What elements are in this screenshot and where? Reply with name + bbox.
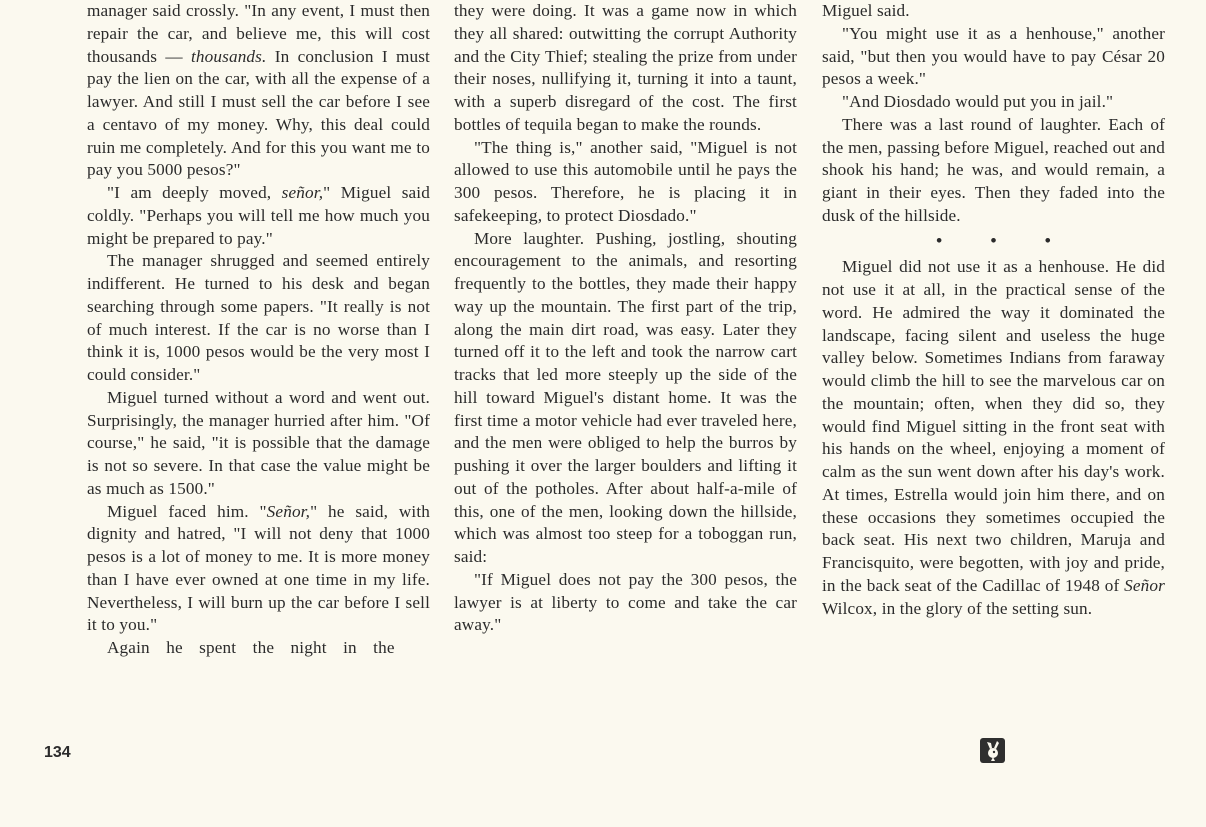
paragraph: Miguel said.	[822, 1, 910, 20]
paragraph: "And Diosdado would put you in jail."	[842, 92, 1114, 111]
paragraph: More laughter. Pushing, jostling, shouting encouragement to the animals, and resorting frequently to the bottles, they made their happy way up the mountain. The first part of the trip, along the main dirt road, was easy. Later they turned off it to the left and took the narrow cart tracks that led more steeply up the side of the hill toward Miguel's distant home. It was the first time a motor vehicle had ever traveled here, and the men were obliged to help the burros by pushing it over the larger boulders and lifting it out of the potholes. After about half-a-mile of this, one of the men, looking down the hillside, which was almost too steep for a toboggan run, said:	[454, 228, 797, 566]
section-separator: • • •	[936, 230, 1073, 250]
column-2	[454, 0, 797, 637]
page-number: 134	[44, 744, 71, 761]
paragraph: "If Miguel does not pay the 300 pesos, the lawyer is at liberty to come and take the car away."	[454, 569, 797, 635]
paragraph: "I am deeply moved, señor," Miguel said coldly. "Perhaps you will tell me how much you might be prepared to pay."	[87, 183, 430, 248]
paragraph: The manager shrugged and seemed entirely indifferent. He turned to his desk and began searching through some papers. "It really is not of much interest. If the car is no worse than I think it is, 1000 pesos would be the very most I could consider."	[87, 251, 430, 384]
paragraph: Miguel turned without a word and went out. Surprisingly, the manager hurried after him. "Of course," he said, "it is possible that the damage is not so severe. In that case the value might be as much as 1500."	[87, 387, 430, 498]
paragraph: they were doing. It was a game now in which they all shared: outwitting the corrupt Authority and the City Thief; stealing the prize from under their noses, nullifying it, turning it into a taunt, with a superb disregard of the cost. The first bottles of tequila began to make the rounds.	[454, 1, 797, 134]
paragraph: manager said crossly. "In any event, I must then repair the car, and believe me, this will cost thousands — thousands. In conclusion I must pay the lien on the car, with all the expense of a lawyer. And still I must sell the car before I see a centavo of my money. Why, this deal could ruin me completely. And for this you want me to pay you 5000 pesos?"	[87, 1, 430, 180]
column-1	[87, 0, 430, 660]
column-3	[822, 0, 1165, 620]
paragraph: There was a last round of laughter. Each of the men, passing before Miguel, reached out and shook his hand; he was, and would remain, a giant in their eyes. Then they faded into the dusk of the hillside.	[822, 114, 1165, 225]
paragraph: "You might use it as a henhouse," another said, "but then you would have to pay César 20 pesos a week."	[822, 23, 1165, 89]
paragraph: "The thing is," another said, "Miguel is not allowed to use this automobile until he pays the 300 pesos. Therefore, he is placing it in safekeeping, to protect Diosdado."	[454, 137, 797, 225]
paragraph: Miguel faced him. "Señor," he said, with dignity and hatred, "I will not deny that 1000 pesos is a lot of money to me. It is more money than I have ever owned at one time in my life. Nevertheless, I will burn up the car before I sell it to you."	[87, 501, 430, 635]
rabbit-head-icon	[980, 738, 1005, 763]
paragraph: Miguel did not use it as a henhouse. He did not use it at all, in the practical sense of the word. He admired the way it dominated the landscape, facing silent and useless the huge valley below. Sometimes Indians from faraway would climb the hill to see the marvelous car on the mountain; often, when they did so, they would find Miguel sitting in the front seat with his hands on the wheel, enjoying a moment of calm as the sun went down after his day's work. At times, Estrella would join him there, and on these occasions they sometimes occupied the back seat. His next two children, Maruja and Francisquito, were begotten, with joy and pride, in the back seat of the Cadillac of 1948 of Señor Wilcox, in the glory of the setting sun.	[822, 257, 1165, 618]
paragraph: Again he spent the night in the	[107, 638, 395, 657]
